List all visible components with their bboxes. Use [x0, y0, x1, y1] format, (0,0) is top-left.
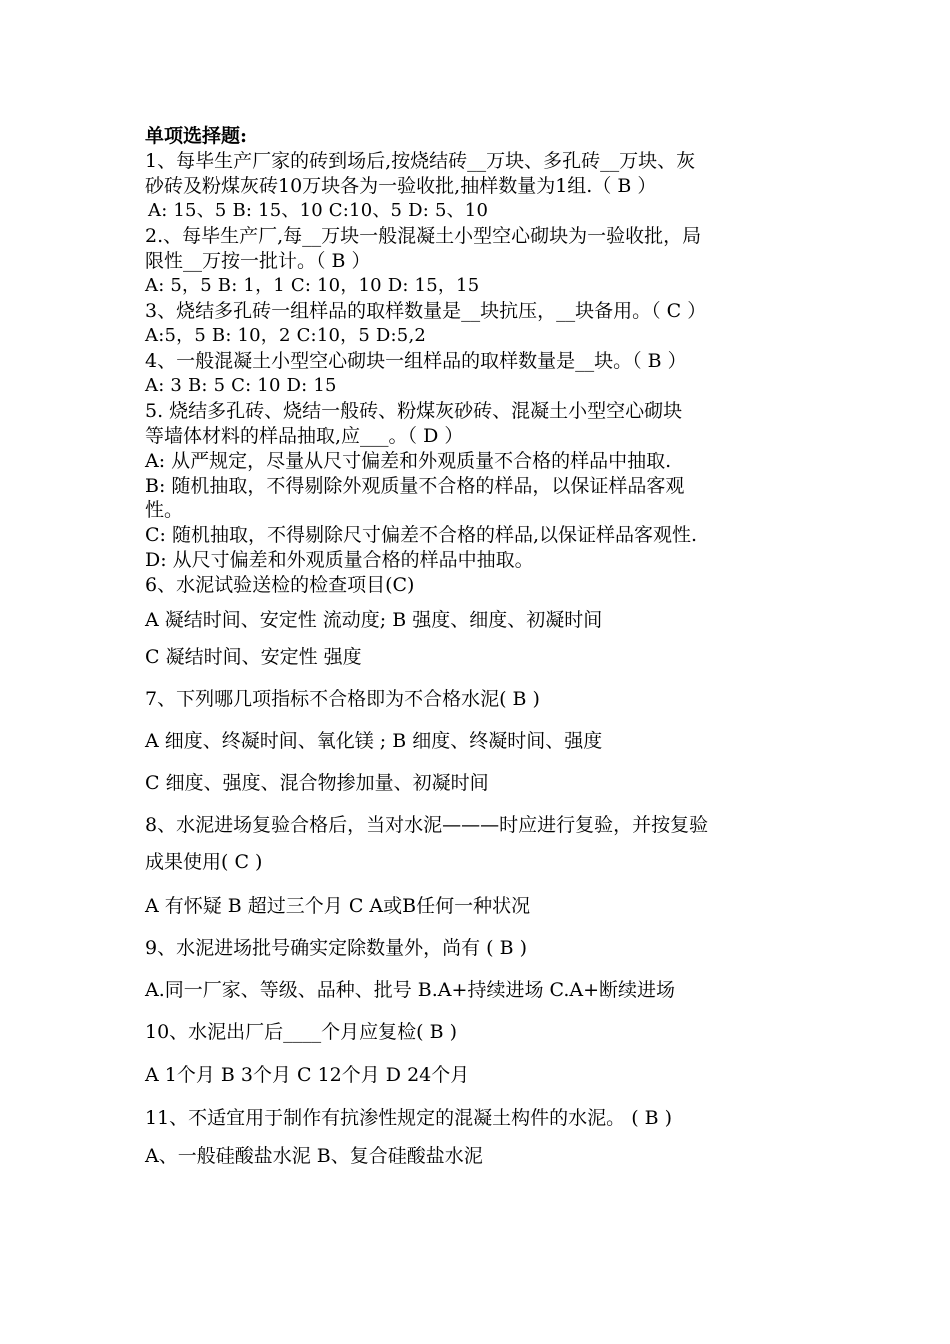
question-7-options-2: C 细度、强度、混合物掺加量、初凝时间: [145, 772, 489, 794]
question-5-option-d: D: 从尺寸偏差和外观质量合格的样品中抽取。: [145, 549, 534, 571]
question-3-options: A:5，5 B: 10，2 C:10，5 D:5,2: [145, 325, 427, 346]
question-10-line-1: 10、水泥出厂后____个月应复检( B ): [145, 1021, 458, 1043]
question-2-options: A: 5，5 B: 1，1 C: 10，10 D: 15，15: [145, 275, 480, 296]
question-1-line-1: 1、每毕生产厂家的砖到场后,按烧结砖__万块、多孔砖__万块、灰: [145, 150, 696, 172]
question-10-options: A 1个月 B 3个月 C 12个月 D 24个月: [145, 1064, 470, 1086]
question-5-line-2: 等墙体材料的样品抽取,应___。（ D ）: [145, 425, 464, 447]
question-1-line-2: 砂砖及粉煤灰砖10万块各为一验收批,抽样数量为1组.（ B ）: [145, 175, 657, 197]
section-heading: 单项选择题:: [145, 125, 248, 147]
question-5-line-1: 5. 烧结多孔砖、烧结一般砖、粉煤灰砂砖、混凝土小型空心砌块: [145, 400, 683, 422]
question-6-options-2: C 凝结时间、安定性 强度: [145, 646, 362, 668]
question-7-options-1: A 细度、终凝时间、氧化镁 ; B 细度、终凝时间、强度: [145, 730, 603, 752]
question-4-options: A: 3 B: 5 C: 10 D: 15: [145, 375, 337, 396]
question-7-line-1: 7、下列哪几项指标不合格即为不合格水泥( B ): [145, 688, 540, 710]
question-8-line-1: 8、水泥进场复验合格后，当对水泥———时应进行复验，并按复验: [145, 814, 709, 836]
question-11-line-1: 11、不适宜用于制作有抗渗性规定的混凝土构件的水泥。 ( B ): [145, 1107, 673, 1129]
question-2-line-1: 2.、每毕生产厂,每__万块一般混凝土小型空心砌块为一验收批，局: [145, 225, 702, 247]
question-5-option-b-cont: 性。: [145, 499, 184, 521]
question-5-option-b: B: 随机抽取，不得剔除外观质量不合格的样品，以保证样品客观: [145, 475, 685, 497]
question-8-options: A 有怀疑 B 超过三个月 C A或B任何一种状况: [145, 895, 531, 917]
question-9-options: A.同一厂家、等级、品种、批号 B.A+持续进场 C.A+断续进场: [145, 979, 676, 1001]
question-6-line-1: 6、水泥试验送检的检查项目(C): [145, 574, 415, 596]
question-6-options-1: A 凝结时间、安定性 流动度; B 强度、细度、初凝时间: [145, 609, 603, 631]
question-2-line-2: 限性__万按一批计。（ B ）: [145, 250, 371, 272]
question-11-options: A、一般硅酸盐水泥 B、复合硅酸盐水泥: [145, 1145, 483, 1167]
question-4-line-1: 4、一般混凝土小型空心砌块一组样品的取样数量是__块。（ B ）: [145, 350, 687, 372]
question-5-option-a: A: 从严规定，尽量从尺寸偏差和外观质量不合格的样品中抽取.: [145, 450, 672, 472]
question-5-option-c: C: 随机抽取，不得剔除尺寸偏差不合格的样品,以保证样品客观性.: [145, 524, 698, 546]
question-8-line-2: 成果使用( C ): [145, 851, 263, 873]
question-9-line-1: 9、水泥进场批号确实定除数量外，尚有 ( B ): [145, 937, 527, 959]
question-1-options: A: 15、5 B: 15、10 C:10、5 D: 5、10: [148, 200, 489, 221]
question-3-line-1: 3、烧结多孔砖一组样品的取样数量是__块抗压，__块备用。（ C ）: [145, 300, 707, 322]
